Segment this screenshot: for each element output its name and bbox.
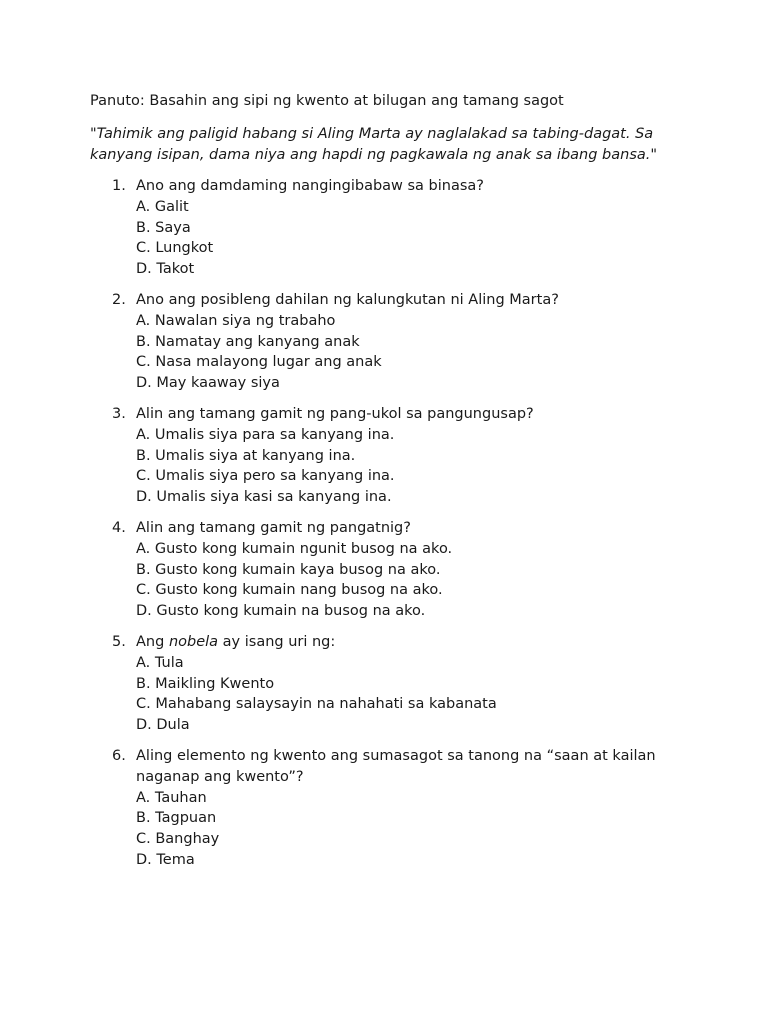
- stem-italic-term: nobela: [168, 633, 219, 650]
- question-4: [90, 518, 690, 622]
- worksheet: [90, 91, 690, 881]
- question-number: 6.: [112, 747, 126, 764]
- option-a[interactable]: A. Tauhan: [136, 789, 207, 806]
- option-c[interactable]: C. Umalis siya pero sa kanyang ina.: [136, 468, 395, 485]
- question-6: [90, 746, 690, 871]
- question-number: 5.: [112, 633, 126, 650]
- option-a[interactable]: A. Galit: [136, 198, 189, 215]
- option-a[interactable]: A. Umalis siya para sa kanyang ina.: [136, 426, 395, 443]
- question-2: [90, 290, 690, 394]
- question-number: 4.: [112, 519, 126, 536]
- option-c[interactable]: C. Mahabang salaysayin na nahahati sa kabanata: [136, 696, 497, 713]
- option-a[interactable]: A. Nawalan siya ng trabaho: [136, 312, 336, 329]
- option-d[interactable]: D. May kaaway siya: [136, 375, 280, 392]
- question-number: 2.: [112, 291, 126, 308]
- option-d[interactable]: D. Gusto kong kumain na busog na ako.: [136, 603, 426, 620]
- option-b[interactable]: B. Tagpuan: [136, 810, 217, 827]
- option-b[interactable]: B. Saya: [136, 219, 191, 236]
- passage-text: Tahimik ang paligid habang si Aling Marta ay naglalakad sa tabing-dagat. Sa kanyang isipan, dama niya ang hapdi ng pagkawala ng anak sa ibang bansa.: [90, 126, 654, 163]
- question-5: [90, 632, 690, 736]
- question-number: 1.: [112, 178, 126, 194]
- question-stem: [136, 632, 690, 653]
- question-number: 3.: [112, 405, 126, 422]
- option-c[interactable]: C. Nasa malayong lugar ang anak: [136, 354, 382, 371]
- instruction-text: Panuto: Basahin ang sipi ng kwento at bilugan ang tamang sagot: [90, 93, 564, 109]
- option-b[interactable]: B. Gusto kong kumain kaya busog na ako.: [136, 561, 441, 578]
- option-c[interactable]: C. Lungkot: [136, 240, 214, 257]
- option-d[interactable]: D. Takot: [136, 261, 195, 278]
- option-a[interactable]: A. Gusto kong kumain ngunit busog na ako.: [136, 540, 453, 557]
- stem-before: Ang: [136, 633, 169, 650]
- stem-after: ay isang uri ng:: [218, 633, 336, 650]
- question-stem: Alin ang tamang gamit ng pang-ukol sa pangungusap?: [136, 405, 534, 422]
- option-d[interactable]: D. Tema: [136, 851, 195, 868]
- passage-close-quote: ": [650, 147, 658, 163]
- passage-open-quote: ": [90, 126, 97, 142]
- option-d[interactable]: D. Umalis siya kasi sa kanyang ina.: [136, 489, 392, 506]
- option-b[interactable]: B. Umalis siya at kanyang ina.: [136, 447, 356, 464]
- question-stem: Alin ang tamang gamit ng pangatnig?: [136, 519, 411, 536]
- story-passage: [90, 124, 690, 166]
- option-b[interactable]: B. Maikling Kwento: [136, 675, 275, 692]
- question-1: [90, 176, 690, 280]
- option-c[interactable]: C. Banghay: [136, 831, 220, 848]
- question-stem: Ano ang damdaming nangingibabaw sa binasa?: [136, 178, 484, 194]
- option-c[interactable]: C. Gusto kong kumain nang busog na ako.: [136, 582, 443, 599]
- question-list: [90, 176, 690, 871]
- option-d[interactable]: D. Dula: [136, 717, 190, 734]
- option-a[interactable]: A. Tula: [136, 654, 184, 671]
- question-3: [90, 404, 690, 508]
- question-stem: Aling elemento ng kwento ang sumasagot sa tanong na “saan at kailan naganap ang kwento”?: [136, 747, 656, 785]
- option-b[interactable]: B. Namatay ang kanyang anak: [136, 333, 360, 350]
- question-stem: Ano ang posibleng dahilan ng kalungkutan ni Aling Marta?: [136, 291, 559, 308]
